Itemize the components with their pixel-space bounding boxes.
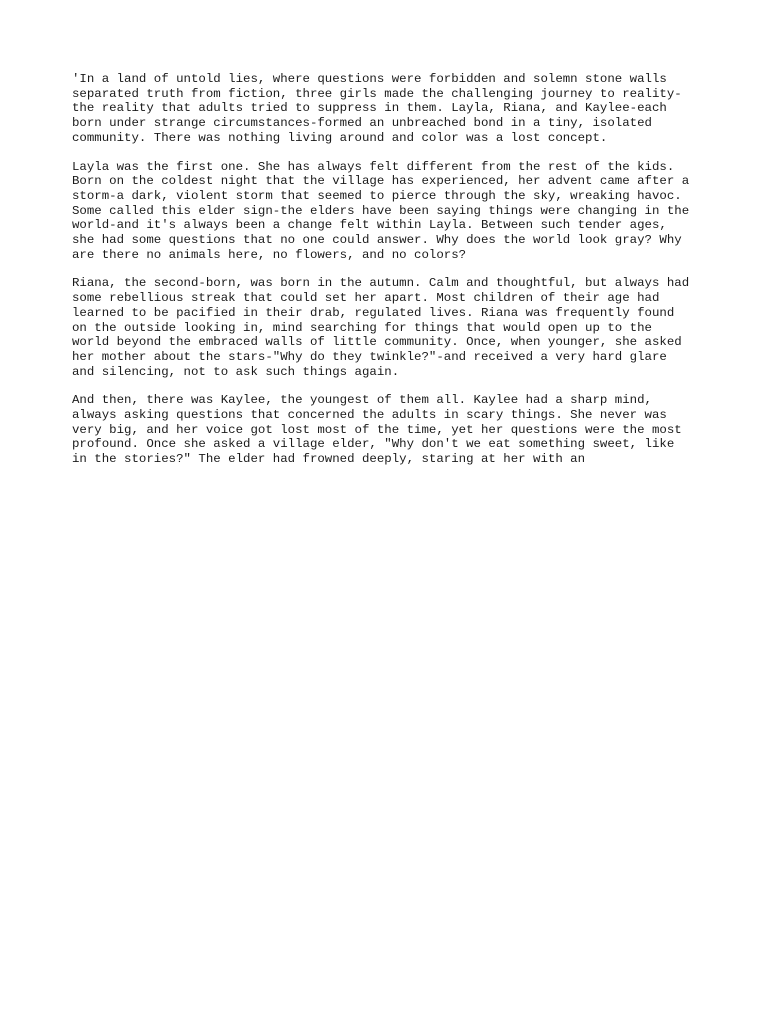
text-line: And then, there was Kaylee, the youngest of them all. Kaylee had a sharp mind, <box>72 393 652 408</box>
text-line: Born on the coldest night that the village has experienced, her advent came after a <box>72 174 690 189</box>
text-line: Riana, the second-born, was born in the autumn. Calm and thoughtful, but always had <box>72 276 690 291</box>
text-line: and silencing, not to ask such things again. <box>72 364 400 379</box>
paragraph-riana <box>72 276 712 379</box>
text-line: learned to be pacified in their drab, regulated lives. Riana was frequently found <box>72 305 675 320</box>
text-line: very big, and her voice got lost most of the time, yet her questions were the most <box>72 422 682 437</box>
text-line: profound. Once she asked a village elder, "Why don't we eat something sweet, like <box>72 437 675 452</box>
text-line: separated truth from fiction, three girls made the challenging journey to reality- <box>72 86 682 101</box>
document-page <box>72 72 712 481</box>
text-line: world-and it's always been a change felt within Layla. Between such tender ages, <box>72 218 667 233</box>
paragraph-intro <box>72 72 712 146</box>
text-line: her mother about the stars-"Why do they twinkle?"-and received a very hard glare <box>72 349 667 364</box>
text-line: born under strange circumstances-formed an unbreached bond in a tiny, isolated <box>72 116 652 131</box>
text-line: the reality that adults tried to suppress in them. Layla, Riana, and Kaylee-each <box>72 101 667 116</box>
text-line: on the outside looking in, mind searching for things that would open up to the <box>72 320 652 335</box>
text-line: always asking questions that concerned the adults in scary things. She never was <box>72 408 667 423</box>
text-line: some rebellious streak that could set her apart. Most children of their age had <box>72 291 660 306</box>
text-line: Layla was the first one. She has always felt different from the rest of the kids. <box>72 159 675 174</box>
text-line: Some called this elder sign-the elders have been saying things were changing in the <box>72 203 690 218</box>
text-line: world beyond the embraced walls of little community. Once, when younger, she asked <box>72 335 682 350</box>
paragraph-kaylee <box>72 393 712 467</box>
text-line: in the stories?" The elder had frowned deeply, staring at her with an <box>72 452 586 467</box>
paragraph-layla <box>72 160 712 263</box>
text-line: 'In a land of untold lies, where questions were forbidden and solemn stone walls <box>72 72 667 86</box>
text-line: she had some questions that no one could answer. Why does the world look gray? Why <box>72 233 682 248</box>
text-line: community. There was nothing living around and color was a lost concept. <box>72 130 608 145</box>
text-line: are there no animals here, no flowers, and no colors? <box>72 247 467 262</box>
text-line: storm-a dark, violent storm that seemed to pierce through the sky, wreaking havoc. <box>72 188 682 203</box>
